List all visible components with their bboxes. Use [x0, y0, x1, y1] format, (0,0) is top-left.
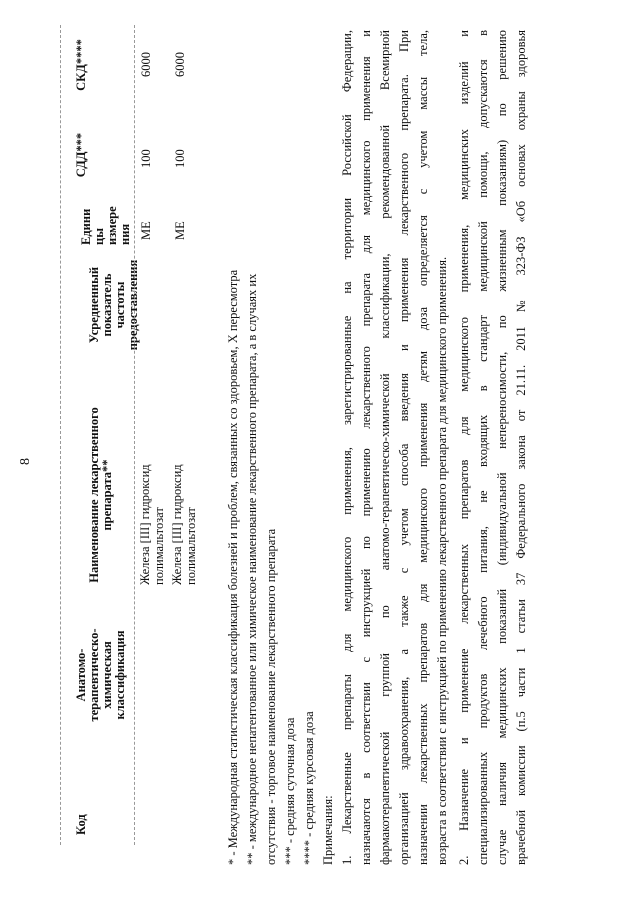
header-atc: Анатомо- терапевтическо- химическая классификация: [74, 628, 127, 722]
footnote-4: **** - средняя курсовая доза: [302, 711, 316, 865]
note-line: назначении лекарственных препаратов для медицинского применения детям доза определяется с учетом массы тела,: [416, 30, 430, 865]
footnote-3: *** - средняя суточная доза: [283, 717, 297, 865]
footnote-2-cont: отсутствия - торговое наименование лекарственного препарата: [264, 528, 278, 865]
table-row-1-sdd: 100: [139, 149, 153, 168]
table-row-1-drug: Железа [III] гидроксид полимальтозат: [138, 464, 166, 585]
table-rule: [60, 25, 61, 845]
page-number: 8: [18, 458, 33, 465]
note-line: фармакотерапевтической группой по анатомо-терапевтическо-химической классификации, рекомендованной Всемирной: [378, 30, 392, 865]
table-row-1-unit: МЕ: [139, 221, 153, 240]
note-line: возраста в соответствии с инструкцией по применению лекарственного препарата для медицинского применения.: [435, 256, 449, 865]
note-line: врачебной комиссии (п.5 части 1 статьи 37 Федерального закона от 21.11. 2011 № 323-ФЗ «Об основах охраны здоровья: [514, 30, 528, 865]
note-line: назначаются в соответствии с инструкцией по применению лекарственного препарата для медицинского применения и: [359, 30, 373, 865]
table-row-2-drug: Железа [III] гидроксид полимальтозат: [170, 464, 198, 585]
table-row-2-sdd: 100: [173, 149, 187, 168]
note-line: 1. Лекарственные препараты для медицинского применения, зарегистрированные на территории Российской Федерации,: [340, 30, 354, 865]
note-line: случае наличия медицинских показаний (индивидуальной непереносимости, по жизненным показаниям) по решению: [495, 30, 509, 865]
table-row-1-skd: 6000: [139, 52, 153, 77]
footnote-2: ** - международное непатентованное или химическое наименование лекарственного препарата, а в случаях их: [245, 273, 259, 865]
table-rule: [134, 25, 135, 845]
header-units: Едини цы измере ния: [79, 206, 132, 245]
header-drug: Наименование лекарственного препарата**: [87, 407, 114, 583]
header-code: Код: [74, 814, 88, 835]
note-line: специализированных продуктов лечебного питания, не входящих в стандарт медицинской помощи, допускаются в: [476, 30, 490, 865]
note-line: организацией здравоохранения, а также с учетом способа введения и применения лекарственного препарата. При: [397, 30, 411, 865]
header-skd: СКД****: [74, 39, 88, 91]
footnote-1: * - Международная статистическая классификация болезней и проблем, связанных со здоровьем, X пересмотра: [226, 269, 240, 865]
header-sdd: СДД***: [74, 132, 88, 178]
note-line: 2. Назначение и применение лекарственных препаратов для медицинского применения, медицинских изделий и: [457, 30, 471, 865]
table-row-2-skd: 6000: [173, 52, 187, 77]
notes-title: Примечания:: [321, 795, 335, 865]
table-row-2-unit: МЕ: [173, 221, 187, 240]
header-frequency: Усредненный показатель частоты предоставления: [87, 259, 140, 351]
